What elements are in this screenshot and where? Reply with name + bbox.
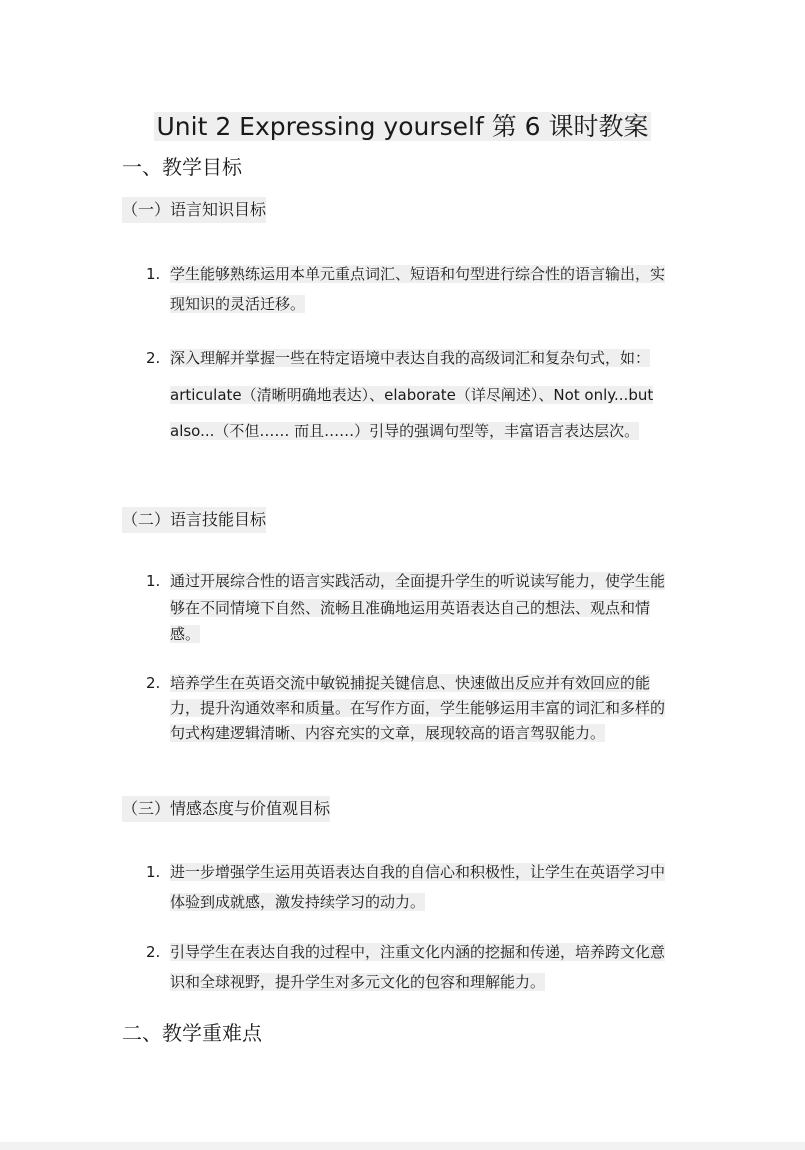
list-item-number: 2.: [146, 943, 161, 961]
list-item-text: 引导学生在表达自我的过程中，注重文化内涵的挖掘和传递，培养跨文化意识和全球视野，提升学生对多元文化的包容和理解能力。: [170, 943, 666, 991]
list-item: [146, 857, 678, 917]
list-item: [146, 259, 678, 319]
list-item-text: 深入理解并掌握一些在特定语境中表达自我的高级词汇和复杂句式，如：articulate（清晰明确地表达）、elaborate（详尽阐述）、Not only...but also...（不但…… 而且……）引导的强调句型等，丰富语言表达层次。: [170, 349, 654, 440]
document-title-text: Unit 2 Expressing yourself 第 6 课时教案: [156, 112, 649, 141]
list-item-text: 进一步增强学生运用英语表达自我的自信心和积极性，让学生在英语学习中体验到成就感，激发持续学习的动力。: [170, 863, 666, 911]
subsection-heading-attitudes: （三）情感态度与价值观目标: [122, 796, 330, 822]
list-item-number: 1.: [146, 863, 161, 881]
list-item: [146, 340, 678, 450]
list-item: [146, 671, 678, 746]
subsection-heading-knowledge: （一）语言知识目标: [122, 197, 266, 223]
list-item: [146, 937, 678, 997]
document-title: [0, 108, 805, 146]
list-item-number: 1.: [146, 572, 161, 590]
section-heading-objectives: 一、教学目标: [122, 155, 242, 179]
subsection-heading-skills: （二）语言技能目标: [122, 507, 266, 533]
section-heading-key-points: 二、教学重难点: [122, 1021, 262, 1045]
list-item-number: 2.: [146, 674, 161, 692]
list-item-number: 1.: [146, 265, 161, 283]
list-item-text: 培养学生在英语交流中敏锐捕捉关键信息、快速做出反应并有效回应的能力，提升沟通效率和质量。在写作方面，学生能够运用丰富的词汇和多样的句式构建逻辑清晰、内容充实的文章，展现较高的语言驾驭能力。: [170, 674, 666, 742]
list-item-number: 2.: [146, 349, 161, 367]
list-item-text: 通过开展综合性的语言实践活动，全面提升学生的听说读写能力，使学生能够在不同情境下自然、流畅且准确地运用英语表达自己的想法、观点和情感。: [170, 572, 666, 643]
list-item-text: 学生能够熟练运用本单元重点词汇、短语和句型进行综合性的语言输出，实现知识的灵活迁移。: [170, 265, 666, 313]
list-item: [146, 568, 678, 648]
